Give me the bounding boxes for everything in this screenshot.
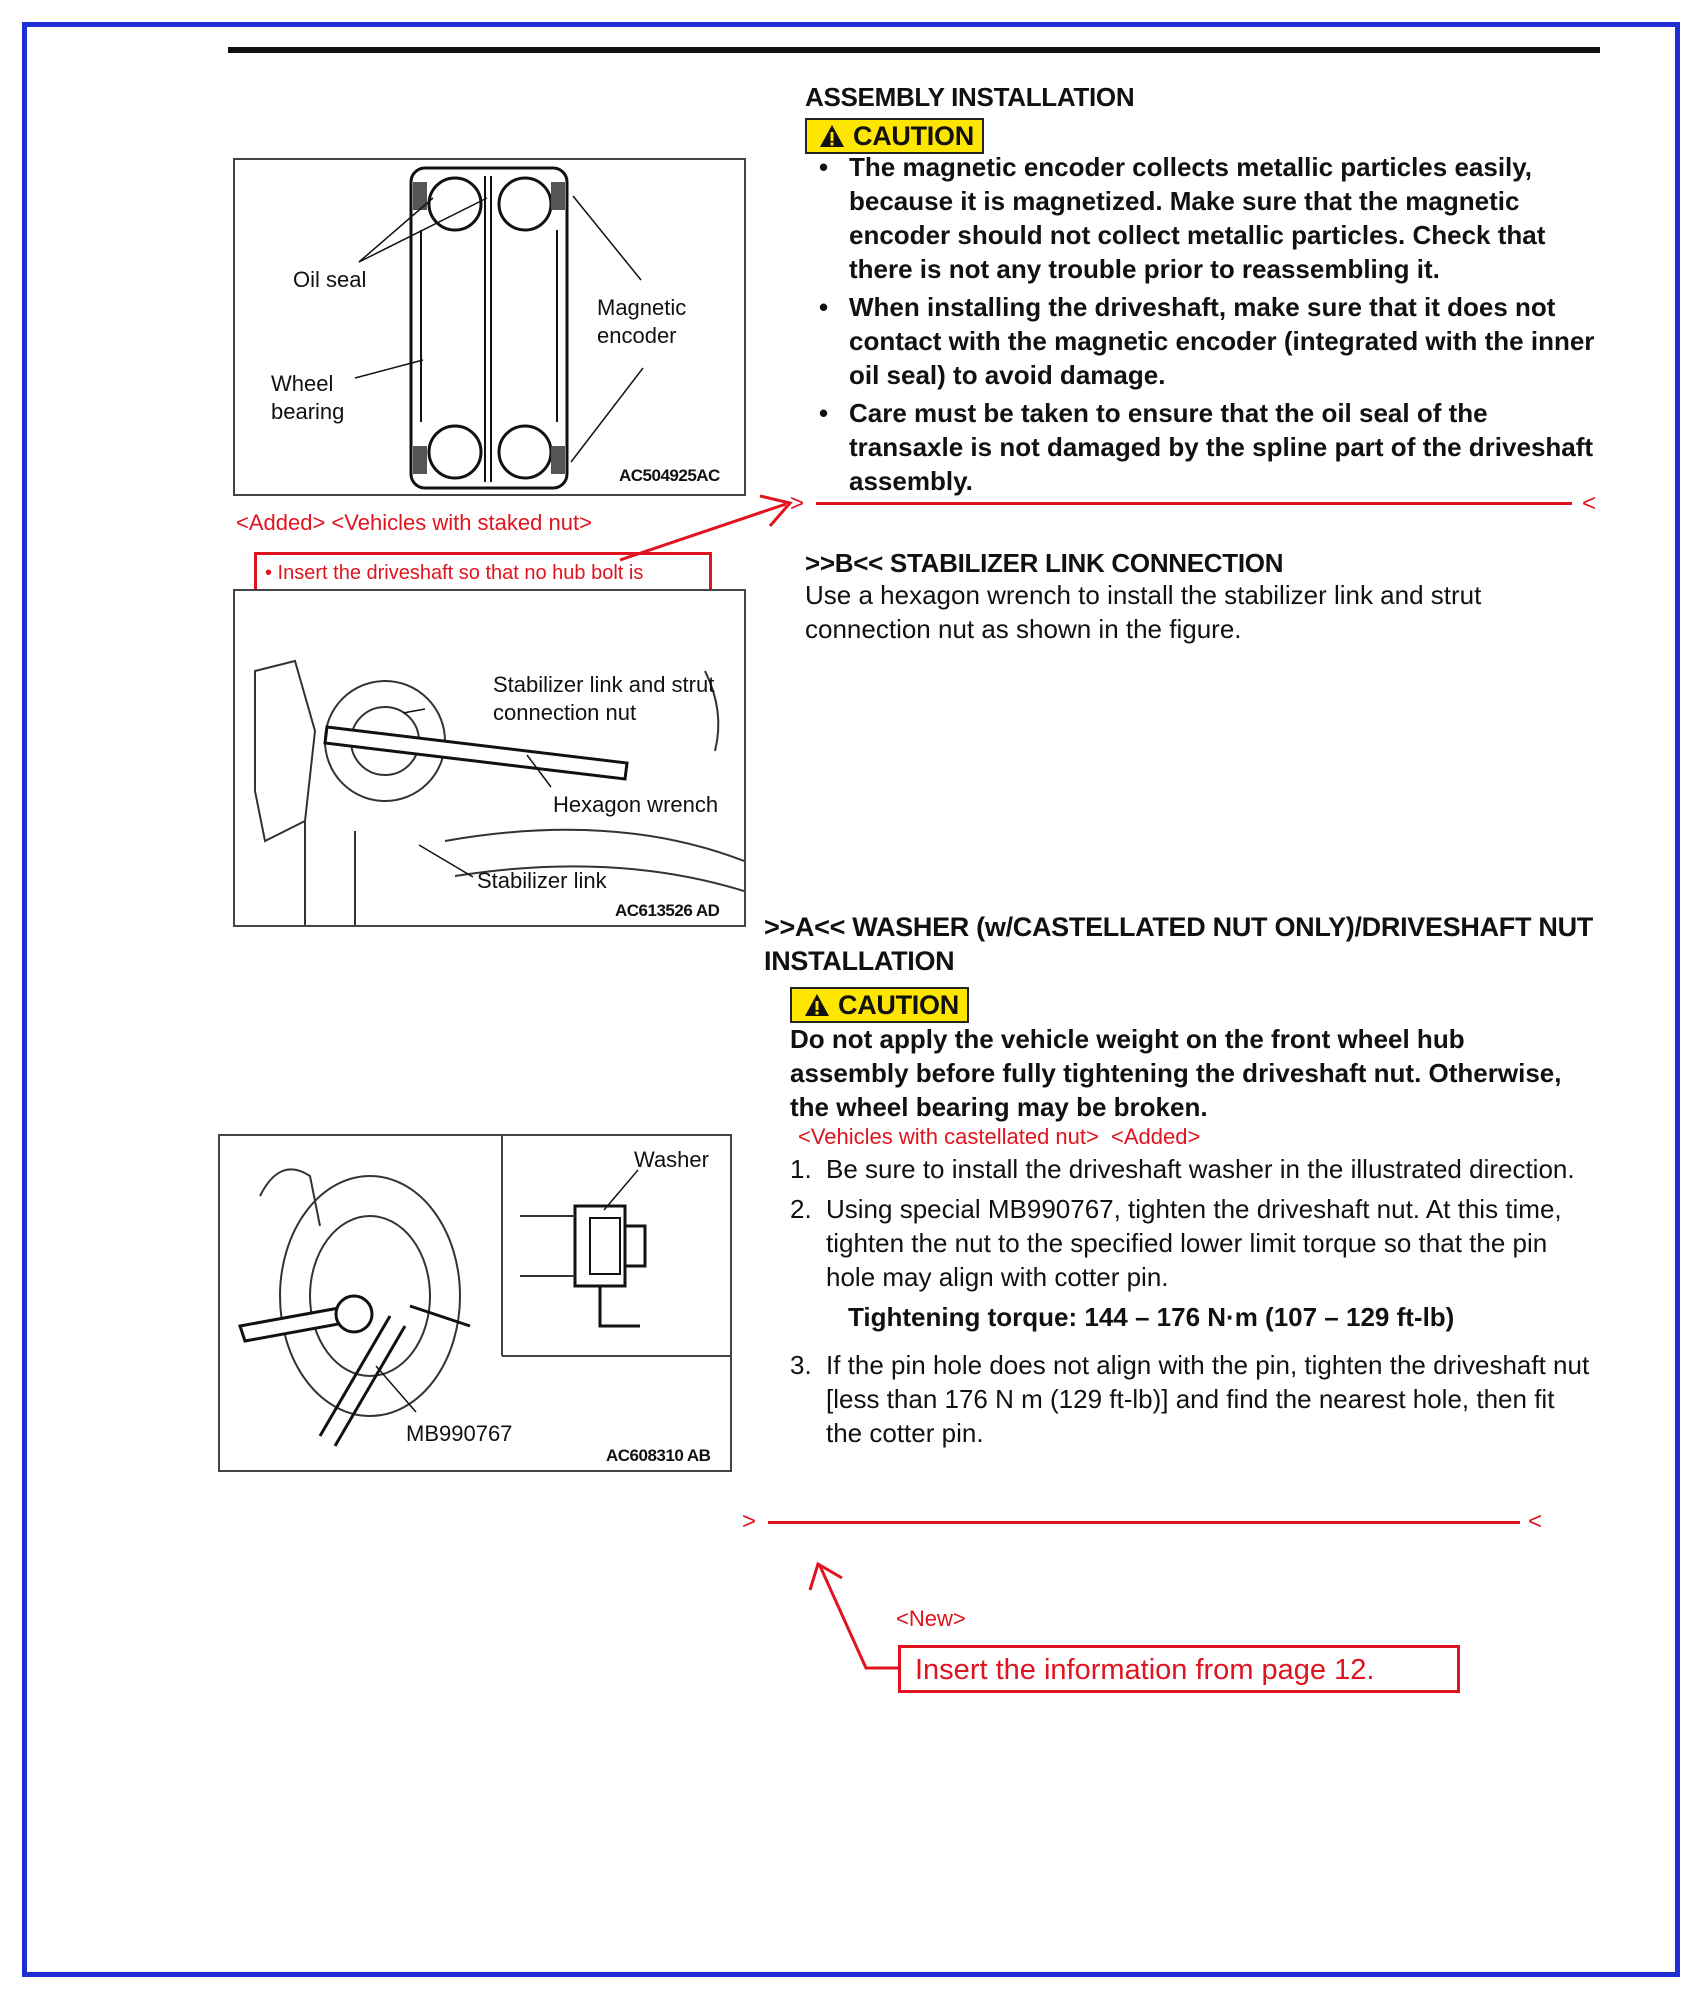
label-oil-seal: Oil seal [293, 267, 367, 292]
section-heading-washer: >>A<< WASHER (w/CASTELLATED NUT ONLY)/DRIVESHAFT NUT INSTALLATION [764, 912, 1593, 976]
added-tag: <Added> <Vehicles with staked nut> [236, 510, 592, 535]
insert-marker-right: < [1528, 1508, 1543, 1535]
insert-marker-line [768, 1521, 1520, 1524]
label-hexagon-wrench: Hexagon wrench [553, 792, 719, 817]
list-item: • The magnetic encoder collects metallic particles easily, because it is magnetized. Make sure that the magnetic encoder should not collect metallic particles. Check that there is not any trouble prior to reassembling it. [805, 150, 1605, 286]
insert-marker-left: > [790, 490, 805, 517]
caution-text: Do not apply the vehicle weight on the front wheel hub assembly before fully tightening the driveshaft nut. Otherwise, the wheel bearing may be broken. [790, 1024, 1562, 1122]
caution-badge [790, 987, 969, 1023]
label-stabilizer-link: Stabilizer link [477, 868, 607, 893]
warning-triangle-icon [804, 993, 830, 1017]
figure-wheel-bearing [233, 158, 746, 496]
step-text: Using special MB990767, tighten the driveshaft nut. At this time, tighten the nut to the specified lower limit torque so that the pin hole may align with cotter pin. [826, 1194, 1562, 1292]
header-rule [228, 47, 1600, 53]
step-text: If the pin hole does not align with the pin, tighten the driveshaft nut [less than 176 N m (129 ft-lb)] and find the nearest hole, then fit the cotter pin. [826, 1350, 1590, 1448]
added-note-text: • Insert the driveshaft so that no hub bolt is [265, 562, 644, 584]
new-note-box [898, 1645, 1460, 1693]
vehicles-tag [798, 1124, 1200, 1150]
stabilizer-instructions: Use a hexagon wrench to install the stabilizer link and strut connection nut as shown in the figure. [805, 580, 1482, 644]
torque-spec: Tightening torque: 144 – 176 N·m (107 – 129 ft-lb) [848, 1302, 1455, 1332]
label-washer: Washer [634, 1147, 709, 1172]
new-note-text: Insert the information from page 12. [915, 1654, 1375, 1686]
new-tag: <New> [896, 1606, 966, 1631]
torque-spec-row [790, 1300, 1590, 1334]
list-item [790, 1152, 1590, 1186]
step-number: 3. [790, 1350, 812, 1380]
figure-code: AC504925AC [619, 466, 720, 485]
list-item [790, 1348, 1590, 1450]
list-item: • When installing the driveshaft, make sure that it does not contact with the magnetic encoder (integrated with the inner oil seal) to avoid damage. [805, 290, 1605, 392]
insert-marker-line [816, 502, 1572, 505]
figure-code: AC613526 AD [615, 901, 720, 920]
vehicles-tag-text: <Vehicles with castellated nut> [798, 1124, 1099, 1149]
caution-label: CAUTION [853, 121, 974, 151]
figure-code: AC608310 AB [606, 1446, 711, 1465]
caution-badge [805, 118, 984, 154]
caution-bullet-list [805, 150, 1605, 502]
caution-label: CAUTION [838, 990, 959, 1020]
figure-stabilizer-link [233, 589, 746, 927]
section-heading-assembly: ASSEMBLY INSTALLATION [805, 82, 1135, 112]
label-connection-nut: Stabilizer link and strut connection nut [493, 672, 715, 725]
insert-marker-right: < [1582, 490, 1597, 517]
procedure-steps [790, 1152, 1590, 1456]
label-magnetic-encoder: Magnetic encoder [597, 295, 687, 348]
section-heading-stabilizer: >>B<< STABILIZER LINK CONNECTION [805, 548, 1284, 578]
figure-driveshaft-nut [218, 1134, 732, 1472]
list-item: • Care must be taken to ensure that the oil seal of the transaxle is not damaged by the spline part of the driveshaft assembly. [805, 396, 1605, 498]
step-text: Be sure to install the driveshaft washer in the illustrated direction. [826, 1154, 1575, 1184]
label-tool-mb990767: MB990767 [406, 1421, 513, 1446]
pointer-arrow [610, 486, 830, 576]
added-tag-text: <Added> [1110, 1124, 1201, 1149]
list-item [790, 1192, 1590, 1294]
label-wheel-bearing: Wheel bearing [271, 371, 345, 424]
step-number: 2. [790, 1194, 812, 1224]
step-number: 1. [790, 1154, 812, 1184]
insert-marker-left: > [742, 1508, 757, 1535]
warning-triangle-icon [819, 124, 845, 148]
